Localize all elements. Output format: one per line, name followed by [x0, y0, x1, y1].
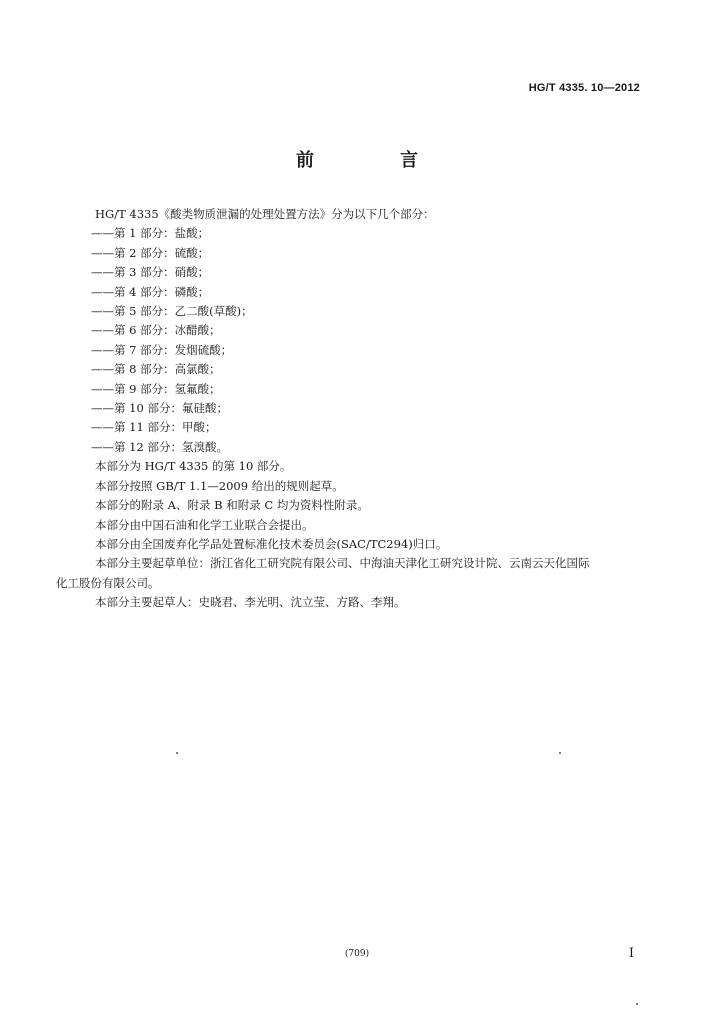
statement-proposed-by: 本部分由中国石油和化学工业联合会提出。: [95, 517, 314, 532]
scan-speck: [176, 752, 178, 754]
part-item-11: ——第 11 部分：甲酸；: [91, 420, 217, 435]
part-item-1: ——第 1 部分：盐酸；: [91, 226, 210, 241]
drafting-units-line-1: 本部分主要起草单位：浙江省化工研究院有限公司、中海油天津化工研究设计院、云南云天化国际: [95, 556, 590, 571]
statement-drafting-rules: 本部分按照 GB/T 1.1—2009 给出的规则起草。: [95, 478, 344, 493]
part-item-6: ——第 6 部分：冰醋酸；: [91, 323, 221, 338]
intro-paragraph: HG/T 4335《酸类物质泄漏的处理处置方法》分为以下几个部分：: [95, 207, 435, 221]
foreword-body: [56, 205, 646, 613]
roman-page-number: I: [628, 946, 634, 961]
part-item-9: ——第 9 部分：氢氟酸；: [91, 381, 221, 396]
part-item-8: ——第 8 部分：高氯酸；: [91, 362, 221, 377]
page-number: (709): [344, 949, 370, 959]
part-item-3: ——第 3 部分：硝酸；: [91, 265, 210, 280]
part-item-2: ——第 2 部分：硫酸；: [91, 245, 210, 260]
part-item-4: ——第 4 部分：磷酸；: [91, 284, 210, 299]
statement-annexes: 本部分的附录 A、附录 B 和附录 C 均为资料性附录。: [95, 498, 369, 513]
statement-part-number: 本部分为 HG/T 4335 的第 10 部分。: [95, 459, 292, 474]
drafters-paragraph: 本部分主要起草人：史晓君、李光明、沈立莹、方路、李翔。: [95, 595, 406, 610]
part-item-7: ——第 7 部分：发烟硫酸；: [91, 342, 233, 357]
statement-centralized-by: 本部分由全国废弃化学品处置标准化技术委员会(SAC/TC294)归口。: [95, 536, 448, 551]
page-title: 前 言: [296, 150, 452, 171]
drafting-units-line-2: 化工股份有限公司。: [56, 575, 160, 590]
part-item-5: ——第 5 部分：乙二酸(草酸)；: [91, 304, 253, 319]
standard-code: HG/T 4335. 10—2012: [528, 82, 640, 94]
scan-speck: [636, 1003, 638, 1005]
part-item-10: ——第 10 部分：氟硅酸；: [91, 401, 228, 416]
part-item-12: ——第 12 部分：氢溴酸。: [91, 439, 228, 454]
scan-speck: [559, 752, 561, 754]
